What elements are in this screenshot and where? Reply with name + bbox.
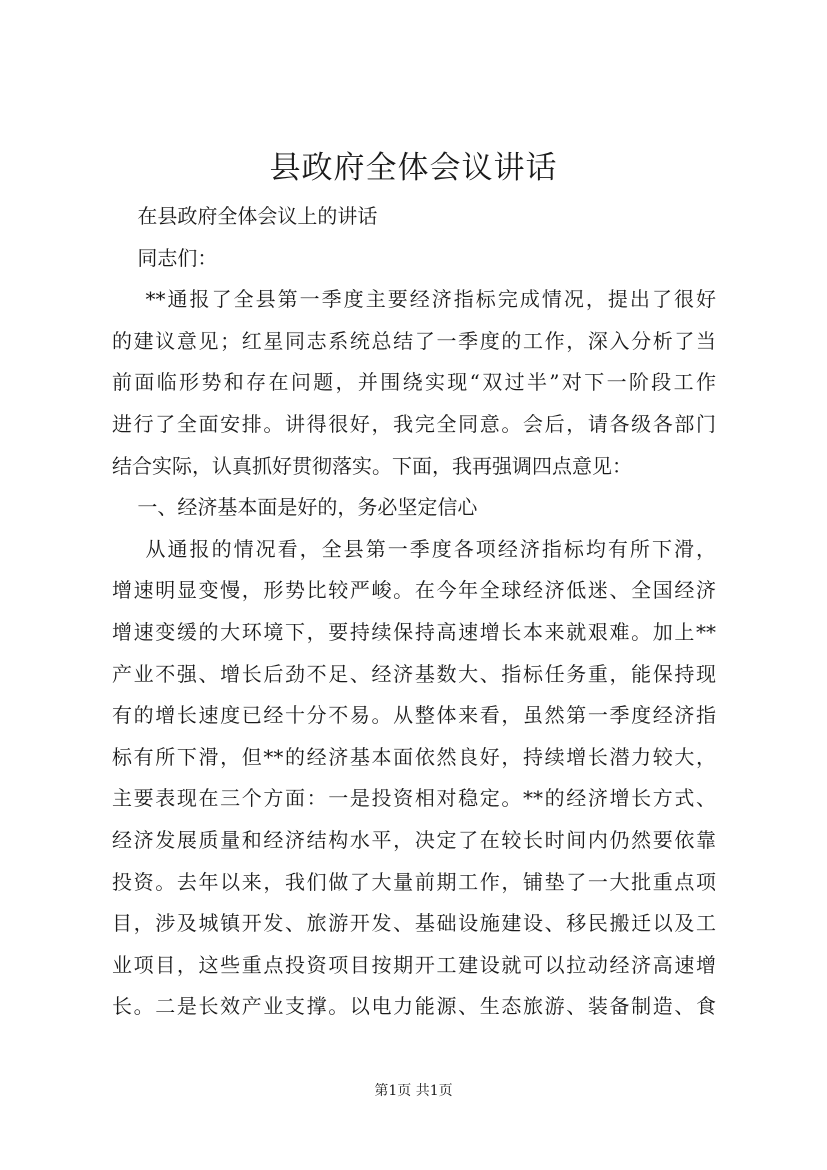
document-title: 县政府全体会议讲话 <box>269 150 558 186</box>
body-line: 结合实际，认真抓好贯彻落实。下面，我再强调四点意见： <box>112 453 632 478</box>
body-line: 前面临形势和存在问题，并围绕实现“双过半”对下一阶段工作 <box>112 370 716 395</box>
body-line: 从通报的情况看，全县第一季度各项经济指标均有所下滑， <box>112 536 716 561</box>
body-line: 增速明显变慢，形势比较严峻。在今年全球经济低迷、全国经济 <box>112 578 716 603</box>
body-line: 标有所下滑，但**的经济基本面依然良好，持续增长潜力较大， <box>112 744 716 769</box>
body-line: **通报了全县第一季度主要经济指标完成情况，提出了很好 <box>112 287 716 312</box>
body-line: 长。二是长效产业支撑。以电力能源、生态旅游、装备制造、食 <box>112 994 716 1019</box>
body-line: 主要表现在三个方面：一是投资相对稳定。**的经济增长方式、 <box>112 786 716 811</box>
body-line: 产业不强、增长后劲不足、经济基数大、指标任务重，能保持现 <box>112 661 716 686</box>
body-line: 增速变缓的大环境下，要持续保持高速增长本来就艰难。加上** <box>112 619 716 644</box>
document-body <box>112 196 716 1028</box>
body-line: 一、经济基本面是好的，务必坚定信心 <box>112 495 478 520</box>
body-line: 的建议意见；红星同志系统总结了一季度的工作，深入分析了当 <box>112 328 716 353</box>
page-footer: 第1页 共1页 <box>374 1083 453 1099</box>
body-line: 目，涉及城镇开发、旅游开发、基础设施建设、移民搬迁以及工 <box>112 911 716 936</box>
body-line: 投资。去年以来，我们做了大量前期工作，铺垫了一大批重点项 <box>112 869 716 894</box>
body-line: 经济发展质量和经济结构水平，决定了在较长时间内仍然要依靠 <box>112 827 716 852</box>
body-line: 有的增长速度已经十分不易。从整体来看，虽然第一季度经济指 <box>112 703 716 728</box>
body-line: 进行了全面安排。讲得很好，我完全同意。会后，请各级各部门 <box>112 411 716 436</box>
body-line: 业项目，这些重点投资项目按期开工建设就可以拉动经济高速增 <box>112 952 716 977</box>
body-line: 同志们： <box>112 245 218 270</box>
body-line: 在县政府全体会议上的讲话 <box>112 204 378 228</box>
